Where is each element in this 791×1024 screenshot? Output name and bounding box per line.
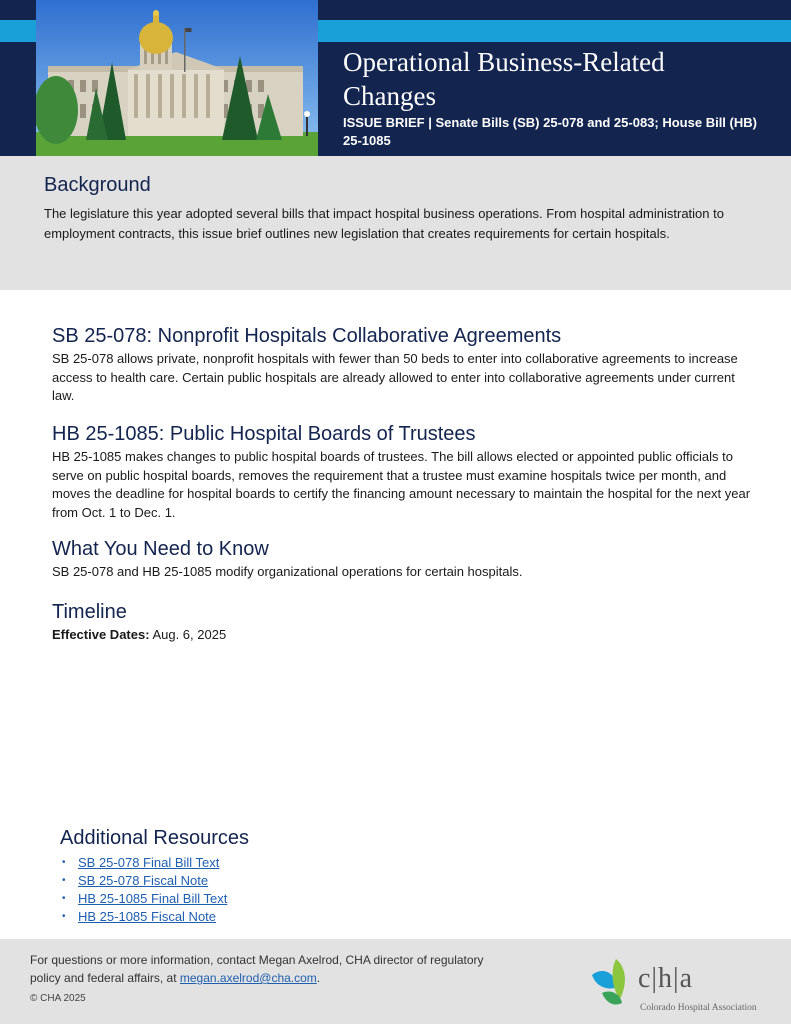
leaf-logo-icon	[588, 953, 636, 1009]
section-text: SB 25-078 allows private, nonprofit hospitals with fewer than 50 beds to enter into collaborative agreements to increase access to health care. Certain public hospitals are already allowed to enter into collaborative agreements under current law.	[52, 351, 738, 403]
section-heading: HB 25-1085: Public Hospital Boards of Trustees	[52, 423, 476, 445]
section-text: HB 25-1085 makes changes to public hospital boards of trustees. The bill allows elected or appointed public officials to serve on public hospital boards, removes the requirement that a trustee must examine hospitals twice per month, and moves the deadline for hospital boards to certify the financing amount necessary to maintain the hospital for the next year from Oct. 1 to Dec. 1.	[52, 449, 751, 520]
list-item	[62, 908, 249, 926]
bullet-icon: •	[62, 875, 66, 886]
resource-link-sb-fiscal-note[interactable]: SB 25-078 Fiscal Note	[78, 873, 209, 888]
capitol-building-image	[36, 0, 318, 156]
hb-25-1085-section	[52, 422, 752, 522]
list-item	[62, 854, 249, 872]
bullet-icon: •	[62, 857, 66, 868]
contact-period: .	[316, 971, 321, 985]
bullet-icon: •	[62, 911, 66, 922]
header-banner	[0, 0, 791, 156]
background-section	[0, 156, 791, 290]
contact-email-link[interactable]: megan.axelrod@cha.com	[179, 971, 317, 985]
effective-dates-label: Effective Dates:	[52, 627, 150, 642]
resources-heading: Additional Resources	[60, 827, 249, 849]
timeline-section	[52, 600, 752, 645]
section-text: SB 25-078 and HB 25-1085 modify organizational operations for certain hospitals.	[52, 564, 523, 579]
what-you-need-to-know-section	[52, 537, 752, 582]
section-heading: Timeline	[52, 601, 127, 623]
cha-logo	[588, 949, 768, 1017]
section-heading: SB 25-078: Nonprofit Hospitals Collaborative Agreements	[52, 325, 562, 347]
logo-org-name: Colorado Hospital Association	[640, 1003, 757, 1013]
contact-info	[30, 951, 510, 987]
page-title: Operational Business-Related Changes	[343, 47, 665, 111]
background-text: The legislature this year adopted several bills that impact hospital business operations. From hospital administration to employment contracts, this issue brief outlines new legislation that creates requirements for certain hospitals.	[44, 206, 724, 241]
section-heading: What You Need to Know	[52, 538, 269, 560]
footer	[0, 939, 791, 1024]
list-item	[62, 890, 249, 908]
additional-resources	[60, 827, 249, 926]
resource-link-hb-fiscal-note[interactable]: HB 25-1085 Fiscal Note	[78, 909, 217, 924]
contact-text: For questions or more information, contact Megan Axelrod, CHA director of regulatory policy and federal affairs, at	[30, 953, 484, 985]
effective-dates-value: Aug. 6, 2025	[149, 627, 227, 642]
resource-link-hb-bill-text[interactable]: HB 25-1085 Final Bill Text	[78, 891, 228, 906]
background-heading: Background	[44, 174, 151, 196]
resource-link-sb-bill-text[interactable]: SB 25-078 Final Bill Text	[78, 855, 220, 870]
capitol-photo	[36, 0, 318, 156]
logo-letters: c|h|a	[638, 963, 694, 994]
sb-25-078-section	[52, 324, 752, 406]
list-item	[62, 872, 249, 890]
resources-list	[60, 854, 249, 926]
bullet-icon: •	[62, 893, 66, 904]
issue-brief-subtitle: ISSUE BRIEF | Senate Bills (SB) 25-078 and 25-083; House Bill (HB) 25-1085	[343, 115, 757, 148]
effective-dates	[52, 626, 752, 645]
copyright: © CHA 2025	[30, 993, 86, 1004]
